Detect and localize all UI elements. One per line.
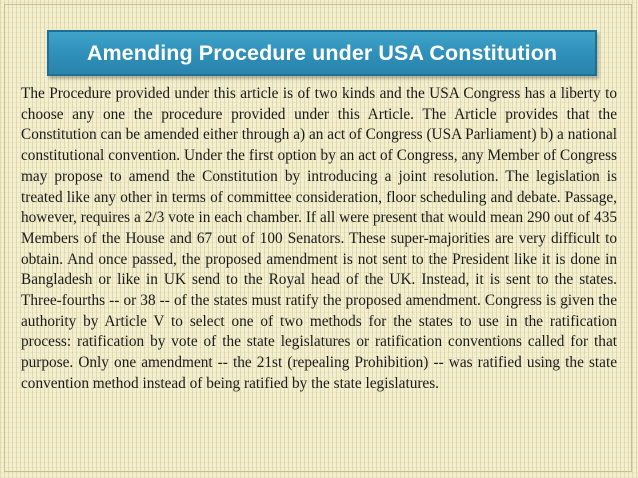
body-paragraph: The Procedure provided under this article is of two kinds and the USA Congress has a liberty to choose any one the procedure provided under this Article. The Article provides that the Constitution can be amended either through a) an act of Congress (USA Parliament) b) a national constitutional convention. Under the first option by an act of Congress, any Member of Congress may propose to amend the Constitution by introducing a joint resolution. The legislation is treated like any other in terms of committee consideration, floor scheduling and debate. Passage, however, requires a 2/3 vote in each chamber. If all were present that would mean 290 out of 435 Members of the House and 67 out of 100 Senators. These super-majorities are very difficult to obtain. And once passed, the proposed amendment is not sent to the President like it is done in Bangladesh or like in UK send to the Royal head of the UK. Instead, it is sent to the states. Three-fourths -- or 38 -- of the states must ratify the proposed amendment. Congress is given the authority by Article V to select one of two methods for the states to use in the ratification process: ratification by vote of the state legislatures or ratification conventions called for that purpose. Only one amendment -- the 21st (repealing Prohibition) -- was ratified using the state convention method instead of being ratified by the state legislatures.: [21, 85, 617, 392]
title-banner: [47, 30, 597, 76]
slide-title: Amending Procedure under USA Constitution: [86, 40, 558, 65]
